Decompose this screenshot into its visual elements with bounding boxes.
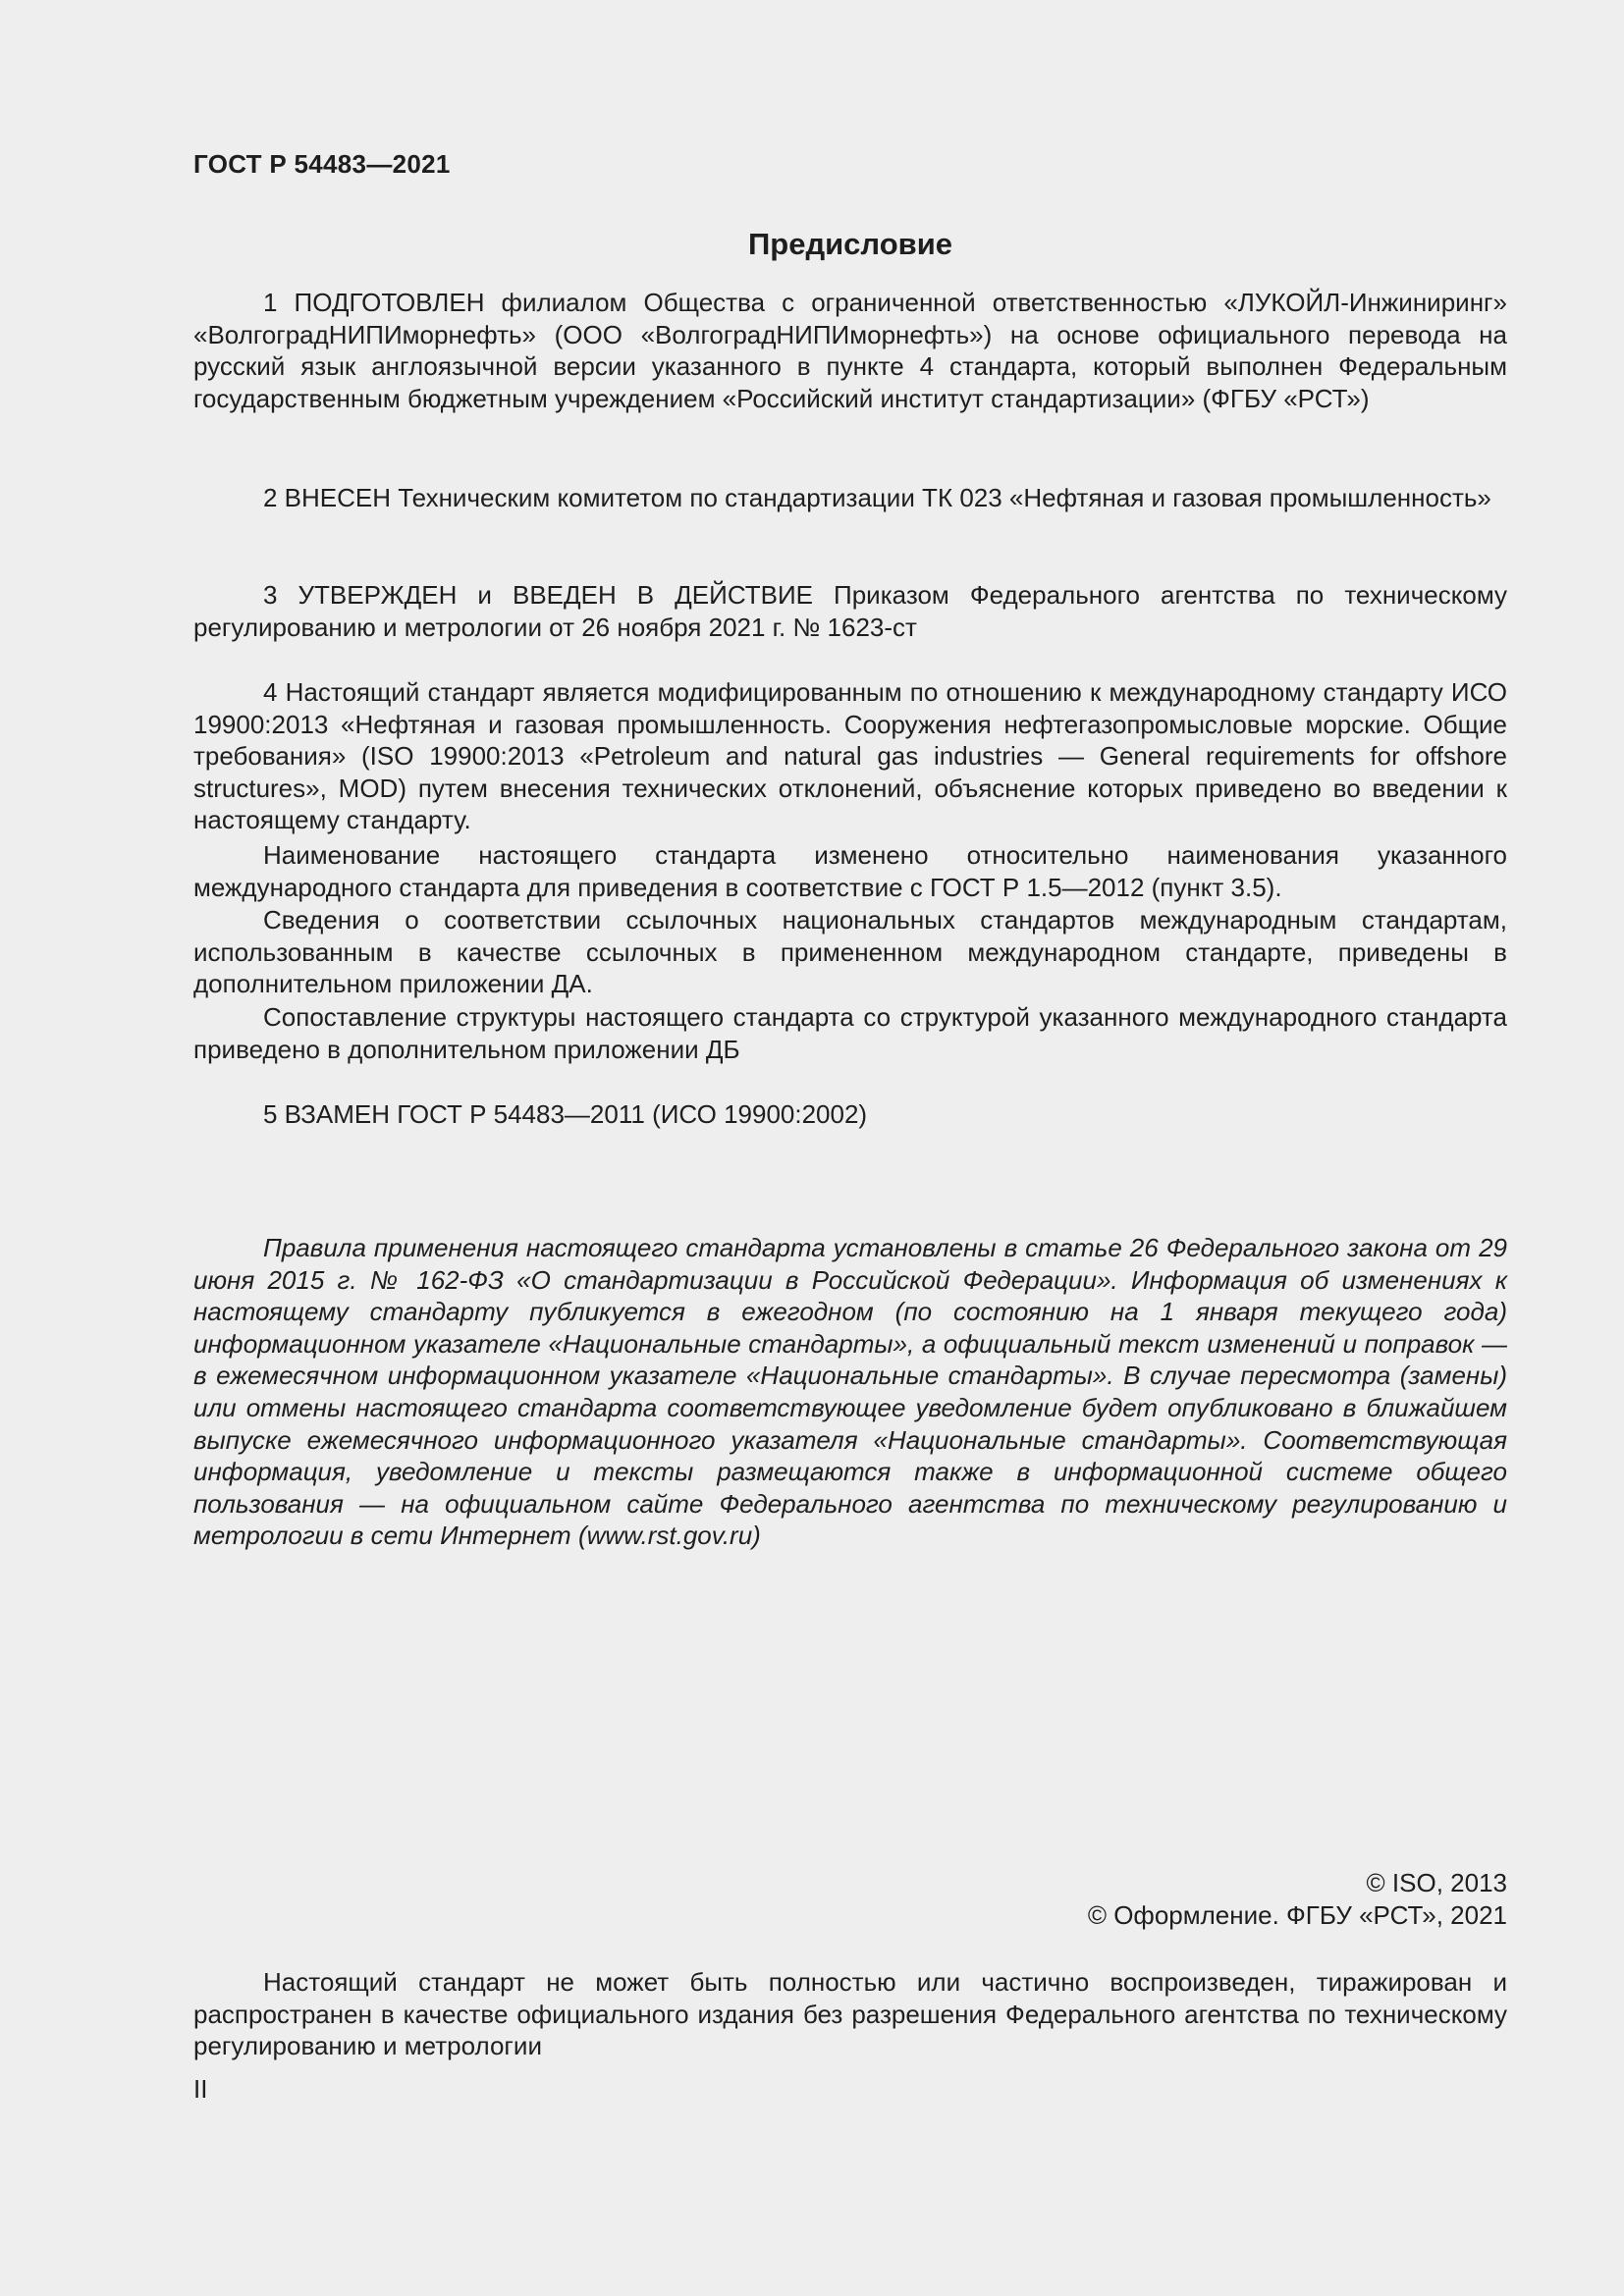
- copyright-iso: © ISO, 2013: [1366, 1868, 1507, 1897]
- foreword-item-2: 2 ВНЕСЕН Техническим комитетом по стандартизации ТК 023 «Нефтяная и газовая промышленность»: [263, 483, 1491, 512]
- foreword-item-3: 3 УТВЕРЖДЕН и ВВЕДЕН В ДЕЙСТВИЕ Приказом Федерального агентства по техническому регулированию и метрологии от 26 ноября 2021 г. № 1623-ст: [193, 580, 1507, 642]
- foreword-item-5: 5 ВЗАМЕН ГОСТ Р 54483—2011 (ИСО 19900:2002): [263, 1099, 868, 1129]
- foreword-item-4-references-note: Сведения о соответствии ссылочных национальных стандартов международным стандартам, использованным в качестве ссылочных в примененном международном стандарте, приведены в дополнительном приложении ДА.: [193, 905, 1507, 999]
- document-code-header: ГОСТ Р 54483—2021: [193, 149, 451, 179]
- foreword-item-4-title-note: Наименование настоящего стандарта изменено относительно наименования указанного международного стандарта для приведения в соответствие с ГОСТ Р 1.5—2012 (пункт 3.5).: [193, 840, 1507, 902]
- page-number: II: [193, 2074, 208, 2104]
- copyright-rst: © Оформление. ФГБУ «РСТ», 2021: [1087, 1900, 1507, 1930]
- foreword-item-4: 4 Настоящий стандарт является модифицированным по отношению к международному стандарту ИСО 19900:2013 «Нефтяная и газовая промышленность. Сооружения нефтегазопромысловые морские. Общие требования» (ISO 19900:2013 «Petroleum and natural gas industries — General requirements for offshore structures», MOD) путем внесения технических отклонений, объяснение которых приведено во введении к настоящему стандарту.: [193, 677, 1507, 835]
- application-rules-note: Правила применения настоящего стандарта установлены в статье 26 Федерального закона от 29 июня 2015 г. № 162-ФЗ «О стандартизации в Российской Федерации». Информация об изменениях к настоящему стандарту публикуется в ежегодном (по состоянию на 1 января текущего года) информационном указателе «Национальные стандарты», а официальный текст изменений и поправок — в ежемесячном информационном указателе «Национальные стандарты». В случае пересмотра (замены) или отмены настоящего стандарта соответствующее уведомление будет опубликовано в ближайшем выпуске ежемесячного информационного указателя «Национальные стандарты». Соответствующая информация, уведомление и тексты размещаются также в информационной системе общего пользования — на официальном сайте Федерального агентства по техническому регулированию и метрологии в сети Интернет (www.rst.gov.ru): [193, 1233, 1507, 1551]
- document-page: [193, 0, 1507, 2296]
- reproduction-notice: Настоящий стандарт не может быть полностью или частично воспроизведен, тиражирован и распространен в качестве официального издания без разрешения Федерального агентства по техническому регулированию и метрологии: [193, 1967, 1507, 2061]
- foreword-item-4-structure-note: Сопоставление структуры настоящего стандарта со структурой указанного международного стандарта приведено в дополнительном приложении ДБ: [193, 1002, 1507, 1064]
- foreword-item-1: 1 ПОДГОТОВЛЕН филиалом Общества с ограниченной ответственностью «ЛУКОЙЛ-Инжиниринг» «ВолгоградНИПИморнефть» (ООО «ВолгоградНИПИморнефть») на основе официального перевода на русский язык англоязычной версии указанного в пункте 4 стандарта, который выполнен Федеральным государственным бюджетным учреждением «Российский институт стандартизации» (ФГБУ «РСТ»): [193, 288, 1507, 413]
- page-title: Предисловие: [747, 227, 952, 261]
